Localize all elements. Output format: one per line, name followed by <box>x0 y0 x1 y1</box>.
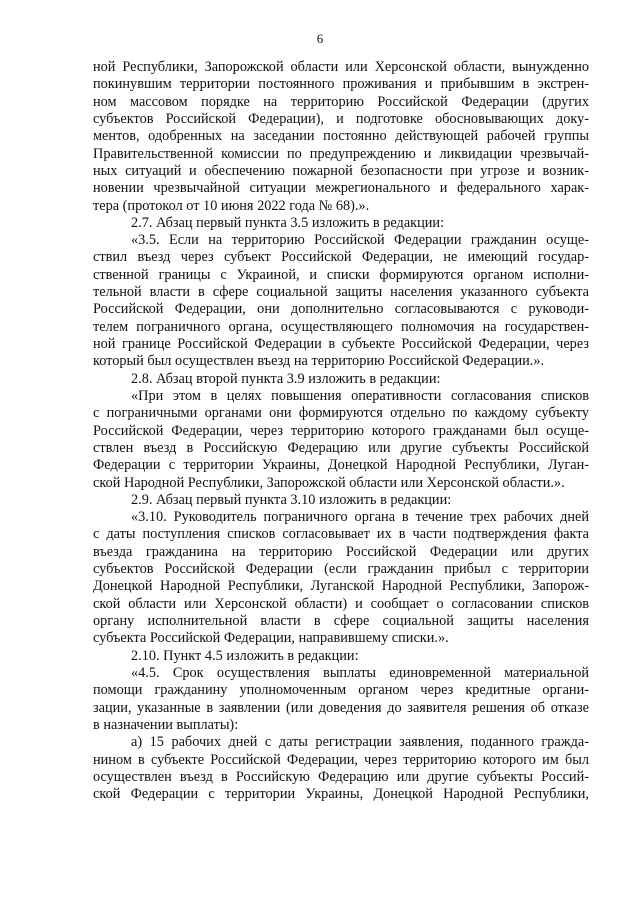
text-line: субъектов Российской Федерации), и подготовке обосновывающих доку- <box>93 110 589 127</box>
text-line: Федерации с территории Украины, Донецкой Народной Республики, Луган- <box>93 457 589 474</box>
text-line: субъектов Российской Федерации (если гражданин прибыл с территории <box>93 561 589 578</box>
text-line: 2.7. Абзац первый пункта 3.5 изложить в редакции: <box>131 214 445 231</box>
text-line: въезда гражданина на территорию Российской Федерации или других <box>93 543 589 560</box>
text-line: Российской Федерации, через территорию которого гражданами был осуще- <box>93 422 589 439</box>
text-line: ной Республики, Запорожской области или Херсонской области, вынужденно <box>93 59 589 75</box>
text-line: тельной власти в сфере социальной защиты населения указанного субъекта <box>93 284 589 301</box>
text-line: телем пограничного органа, осуществляющего полномочия на государствен- <box>93 318 589 335</box>
text-line: ствлен въезд в Российскую Федерацию или другие субъекты Российской <box>93 439 589 456</box>
text-line: ствил въезд через субъект Российской Федерации, не имеющий государ- <box>93 249 589 266</box>
text-line: ской Народной Республики, Запорожской области или Херсонской области.». <box>93 474 565 491</box>
text-line: ном массовом порядке на территорию Российской Федерации (других <box>93 93 589 110</box>
text-line: ных ситуаций и обеспечению пожарной безопасности при угрозе и возник- <box>93 162 589 179</box>
text-line: ственной границы с Украиной, и списки формируются органом исполни- <box>93 266 589 283</box>
text-line: субъекта Российской Федерации, направившему списки.». <box>93 630 449 647</box>
text-line: 2.10. Пункт 4.5 изложить в редакции: <box>131 647 359 664</box>
text-line: а) 15 рабочих дней с даты регистрации заявления, поданного гражда- <box>131 734 589 751</box>
text-line: «3.5. Если на территорию Российской Федерации гражданин осуще- <box>131 232 589 249</box>
text-line: покинувшим территории постоянного проживания и прибывшим в экстрен- <box>93 76 589 93</box>
text-line: Правительственной комиссии по предупреждению и ликвидации чрезвычай- <box>93 145 589 162</box>
text-line: нином в субъекте Российской Федерации, через территорию которого им был <box>93 751 589 768</box>
text-line: ной границе Российской Федерации в субъекте Российской Федерации, через <box>93 336 589 352</box>
page-number: 6 <box>316 31 324 46</box>
text-line: Донецкой Народной Республики, Луганской Народной Республики, Запорож- <box>93 578 589 595</box>
text-line: с даты поступления списков согласовывает их в части подтверждения факта <box>93 526 589 543</box>
text-line: 2.9. Абзац первый пункта 3.10 изложить в редакции: <box>131 491 452 508</box>
text-line: 2.8. Абзац второй пункта 3.9 изложить в редакции: <box>131 370 441 387</box>
text-line: органу исполнительной власти в сфере социальной защиты населения <box>93 613 589 629</box>
text-line: который был осуществлен въезд на территорию Российской Федерации.». <box>93 353 545 370</box>
text-line: тера (протокол от 10 июня 2022 года № 68).». <box>93 197 370 214</box>
text-line: осуществлен въезд в Российскую Федерацию или другие субъекты Россий- <box>93 768 589 785</box>
text-line: в назначении выплаты): <box>93 716 239 733</box>
text-line: ментов, одобренных на заседании постоянно действующей рабочей группы <box>93 128 589 145</box>
text-line: «При этом в целях повышения оперативности согласования списков <box>131 387 589 404</box>
text-line: зации, указанные в заявлении (или доведения до заявителя решения об отказе <box>93 699 589 716</box>
text-line: «3.10. Руководитель пограничного органа в течение трех рабочих дней <box>131 509 589 526</box>
document-body <box>93 59 589 803</box>
text-line: «4.5. Срок осуществления выплаты единовременной материальной <box>131 664 589 681</box>
text-line: с пограничными органами они формируются отдельно по каждому субъекту <box>93 405 589 422</box>
text-line: ской области или Херсонской области) и сообщает о согласовании списков <box>93 595 589 612</box>
text-line: новении чрезвычайной ситуации межрегионального и федерального харак- <box>93 180 589 197</box>
text-line: помощи гражданину уполномоченным органом через кредитные органи- <box>93 682 589 699</box>
text-line: Российской Федерации, они дополнительно согласовываются с руководи- <box>93 301 589 318</box>
text-line: ской Федерации с территории Украины, Донецкой Народной Республики, <box>93 786 589 803</box>
